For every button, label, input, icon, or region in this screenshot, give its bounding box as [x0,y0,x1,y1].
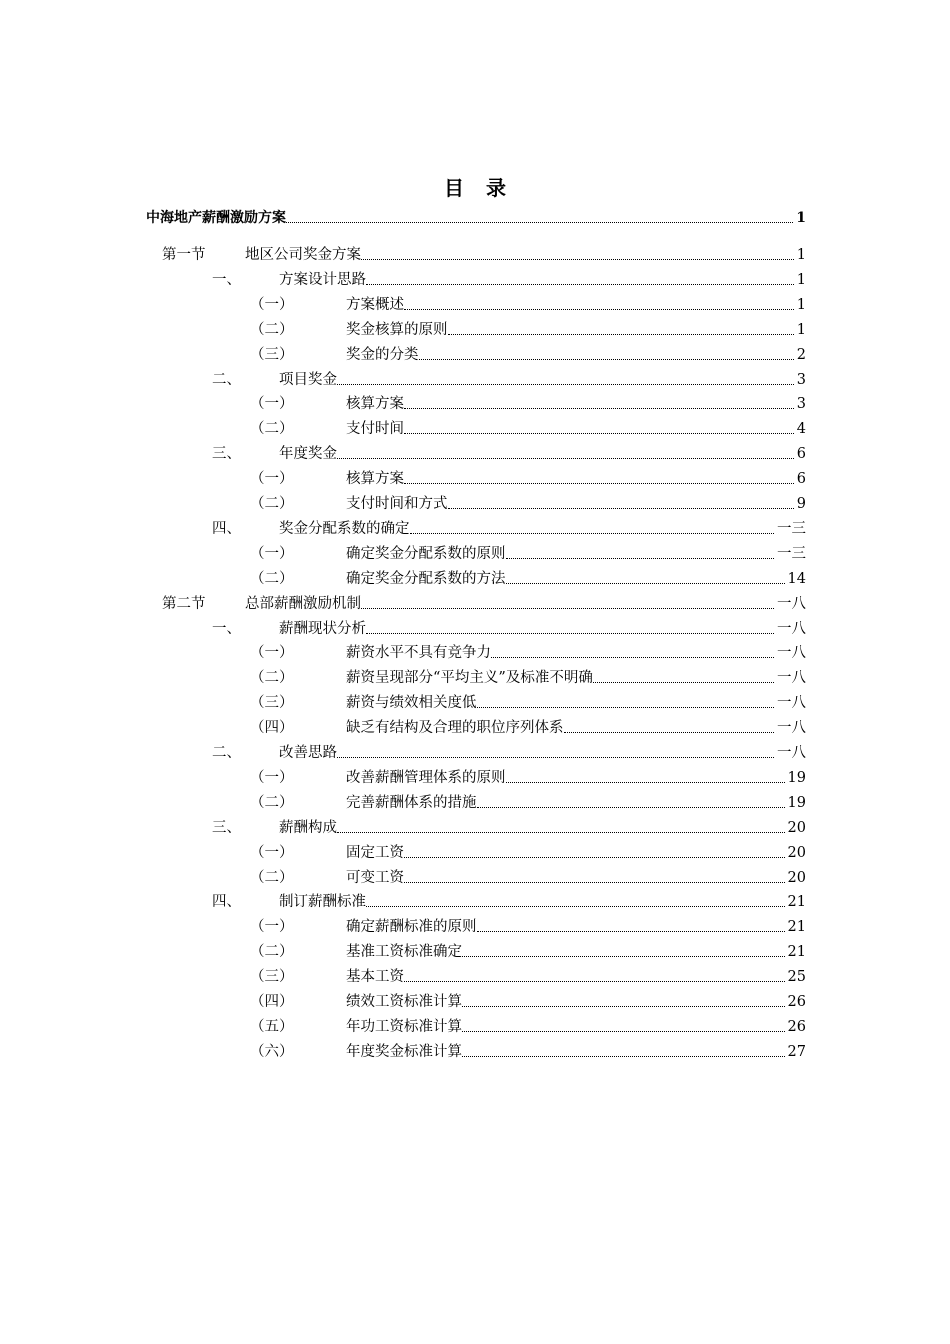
toc-entry-label: 地区公司奖金方案 [245,247,361,263]
toc-entry[interactable] [0,441,806,463]
toc-entry-label: 支付时间和方式 [346,496,448,512]
dot-leader [462,1018,787,1036]
toc-entry-label: 奖金核算的原则 [346,321,448,338]
toc-entry-label: 年度奖金标准计算 [346,1043,462,1060]
dot-leader [462,1043,787,1061]
toc-entry[interactable] [0,591,806,613]
toc-entry-page-number: 1 [796,321,806,338]
toc-entry[interactable] [0,516,806,538]
toc-entry[interactable] [0,566,806,588]
toc-entry[interactable] [0,292,806,314]
toc-entry-label: 项目奖金 [279,371,337,388]
toc-entry-page-number: 6 [796,446,806,463]
toc-entry-page-number: 3 [796,371,806,388]
toc-entry[interactable] [0,865,806,887]
toc-entry-page-number: 26 [787,994,806,1010]
toc-entry-number: （一） [250,545,294,562]
dot-leader [506,769,787,787]
toc-entry[interactable] [0,367,806,389]
toc-entry-label: 固定工资 [346,844,404,861]
toc-entry-number: （三） [250,695,294,712]
dot-leader [593,669,776,687]
dot-leader [506,570,787,588]
toc-entry[interactable] [0,939,806,961]
toc-entry[interactable] [0,242,806,264]
toc-entry-number: （一） [250,919,294,936]
toc-entry-page-number: 14 [787,570,806,587]
toc-entry-label: 奖金的分类 [346,346,419,363]
toc-entry-page-number: 21 [787,894,806,911]
toc-entry-number: （一） [250,396,294,413]
dot-leader [462,943,787,961]
toc-entry-page-number: 19 [787,769,806,786]
dot-leader [404,420,796,438]
toc-entry-label: 确定奖金分配系数的方法 [346,570,506,587]
dot-leader [366,620,776,638]
dot-leader [448,495,796,513]
toc-entry-label: 支付时间 [346,421,404,438]
toc-entry-number: （一） [250,471,294,488]
toc-entry[interactable] [0,914,806,936]
toc-entry[interactable] [0,640,806,662]
toc-entry[interactable] [0,765,806,787]
toc-entry-label: 薪酬构成 [279,819,337,836]
toc-entry-page-number: 一八 [777,695,806,712]
toc-entry-label: 缺乏有结构及合理的职位序列体系 [346,720,564,737]
toc-entry[interactable] [0,205,806,227]
dot-leader [337,371,796,389]
toc-entry-label: 核算方案 [346,471,404,488]
dot-leader [337,744,776,762]
dot-leader [419,346,796,364]
toc-entry[interactable] [0,416,806,438]
toc-entry-page-number: 一八 [777,595,806,612]
toc-entry-page-number: 1 [796,296,806,313]
toc-entry-page-number: 1 [796,247,806,263]
toc-entry[interactable] [0,989,806,1011]
dot-leader [337,445,796,463]
toc-entry-number: （二） [250,321,294,338]
toc-entry[interactable] [0,740,806,762]
toc-entry-page-number: 6 [796,471,806,488]
toc-entry-number: （三） [250,346,294,363]
toc-entry-label: 制订薪酬标准 [279,894,366,911]
dot-leader [564,719,777,737]
title-char-1: 目 [444,176,464,200]
toc-entry[interactable] [0,317,806,339]
toc-entry-page-number: 一八 [777,670,806,687]
toc-entry-page-number: 2 [796,346,806,363]
dot-leader [410,520,777,538]
toc-entry[interactable] [0,541,806,563]
toc-entry-number: （二） [250,496,294,512]
toc-entry[interactable] [0,267,806,289]
toc-entry-number: （三） [250,969,294,986]
toc-entry-label: 总部薪酬激励机制 [245,595,361,612]
toc-entry-number: 一、 [212,271,241,288]
toc-entry-label: 奖金分配系数的确定 [279,520,410,537]
dot-leader [361,246,796,264]
toc-entry[interactable] [0,690,806,712]
toc-entry-label: 方案设计思路 [279,271,366,288]
toc-entry-label: 改善薪酬管理体系的原则 [346,769,506,786]
toc-entry-label: 年功工资标准计算 [346,1018,462,1035]
dot-leader [361,595,776,613]
dot-leader [404,844,787,862]
toc-entry-label: 完善薪酬体系的措施 [346,794,477,811]
toc-entry-number: （一） [250,296,294,313]
title-char-2: 录 [486,176,506,200]
toc-entry-page-number: 一八 [777,720,806,737]
toc-entry-label: 绩效工资标准计算 [346,994,462,1010]
toc-entry-page-number: 一三 [777,520,806,537]
toc-entry-number: 三、 [212,446,241,463]
toc-entry-label: 核算方案 [346,396,404,413]
toc-entry-number: 四、 [212,520,241,537]
toc-entry-page-number: 21 [787,919,806,936]
toc-entry-number: （四） [250,720,294,737]
dot-leader [404,395,796,413]
toc-entry-page-number: 一三 [777,545,806,562]
toc-entry-number: （二） [250,794,294,811]
toc-entry-number: 三、 [212,819,241,836]
toc-entry-number: 二、 [212,745,241,761]
toc-entry-number: （五） [250,1018,294,1035]
toc-entry-label: 基准工资标准确定 [346,944,462,961]
toc-entry-page-number: 一八 [777,745,806,761]
toc-entry[interactable] [0,491,806,513]
toc-entry[interactable] [0,815,806,837]
toc-entry-label: 确定薪酬标准的原则 [346,919,477,936]
toc-entry-label: 改善思路 [279,745,337,761]
dot-leader [506,545,777,563]
dot-leader [404,470,796,488]
toc-entry-number: 第一节 [162,247,206,263]
toc-entry-page-number: 1 [796,210,806,226]
toc-entry[interactable] [0,840,806,862]
toc-entry-label: 中海地产薪酬激励方案 [146,210,286,226]
toc-entry-label: 确定奖金分配系数的原则 [346,545,506,562]
toc-entry-page-number: 21 [787,944,806,961]
toc-entry-page-number: 27 [787,1043,806,1060]
toc-entry-label: 可变工资 [346,869,404,886]
toc-entry-label: 薪资水平不具有竞争力 [346,645,491,662]
toc-entry[interactable] [0,616,806,638]
dot-leader [491,644,776,662]
toc-entry[interactable] [0,391,806,413]
toc-entry-page-number: 9 [796,496,806,512]
toc-entry[interactable] [0,889,806,911]
toc-entry-page-number: 4 [796,421,806,438]
toc-entry[interactable] [0,715,806,737]
toc-entry-number: 第二节 [162,595,206,612]
dot-leader [404,968,787,986]
toc-entry-number: 四、 [212,894,241,911]
toc-entry-page-number: 1 [796,271,806,288]
toc-entry[interactable] [0,342,806,364]
dot-leader [448,321,796,339]
toc-entry-label: 基本工资 [346,969,404,986]
toc-entry-page-number: 20 [787,869,806,886]
toc-entry[interactable] [0,1039,806,1061]
toc-entry-page-number: 25 [787,969,806,986]
toc-entry-number: （二） [250,421,294,438]
toc-entry-page-number: 一八 [777,620,806,637]
toc-entry-page-number: 3 [796,396,806,413]
toc-entry-page-number: 20 [787,819,806,836]
dot-leader [477,794,787,812]
toc-entry-number: （二） [250,869,294,886]
toc-entry-label: 年度奖金 [279,446,337,463]
dot-leader [337,819,787,837]
toc-entry-number: 二、 [212,371,241,388]
dot-leader [286,209,795,227]
dot-leader [462,993,787,1011]
toc-entry-page-number: 20 [787,844,806,861]
toc-entry-number: （二） [250,944,294,961]
toc-entry-number: （一） [250,645,294,662]
toc-entry-number: （二） [250,670,294,687]
dot-leader [404,296,796,314]
toc-entry-number: （一） [250,844,294,861]
toc-entry-label: 薪酬现状分析 [279,620,366,637]
dot-leader [404,869,787,887]
toc-entry-number: （四） [250,994,294,1010]
toc-entry-label: 薪资与绩效相关度低 [346,695,477,712]
dot-leader [477,694,777,712]
dot-leader [366,893,787,911]
toc-entry-number: （二） [250,570,294,587]
dot-leader [477,918,787,936]
toc-entry-number: 一、 [212,620,241,637]
toc-entry-label: 薪资呈现部分“平均主义”及标准不明确 [346,670,593,687]
toc-entry-number: （一） [250,769,294,786]
dot-leader [366,271,796,289]
toc-entry[interactable] [0,665,806,687]
toc-entry[interactable] [0,790,806,812]
toc-entry[interactable] [0,1014,806,1036]
toc-entry-number: （六） [250,1043,294,1060]
toc-entry-page-number: 一八 [777,645,806,662]
toc-entry-page-number: 19 [787,794,806,811]
toc-entry[interactable] [0,964,806,986]
toc-entry-label: 方案概述 [346,296,404,313]
toc-entry[interactable] [0,466,806,488]
toc-entry-page-number: 26 [787,1018,806,1035]
